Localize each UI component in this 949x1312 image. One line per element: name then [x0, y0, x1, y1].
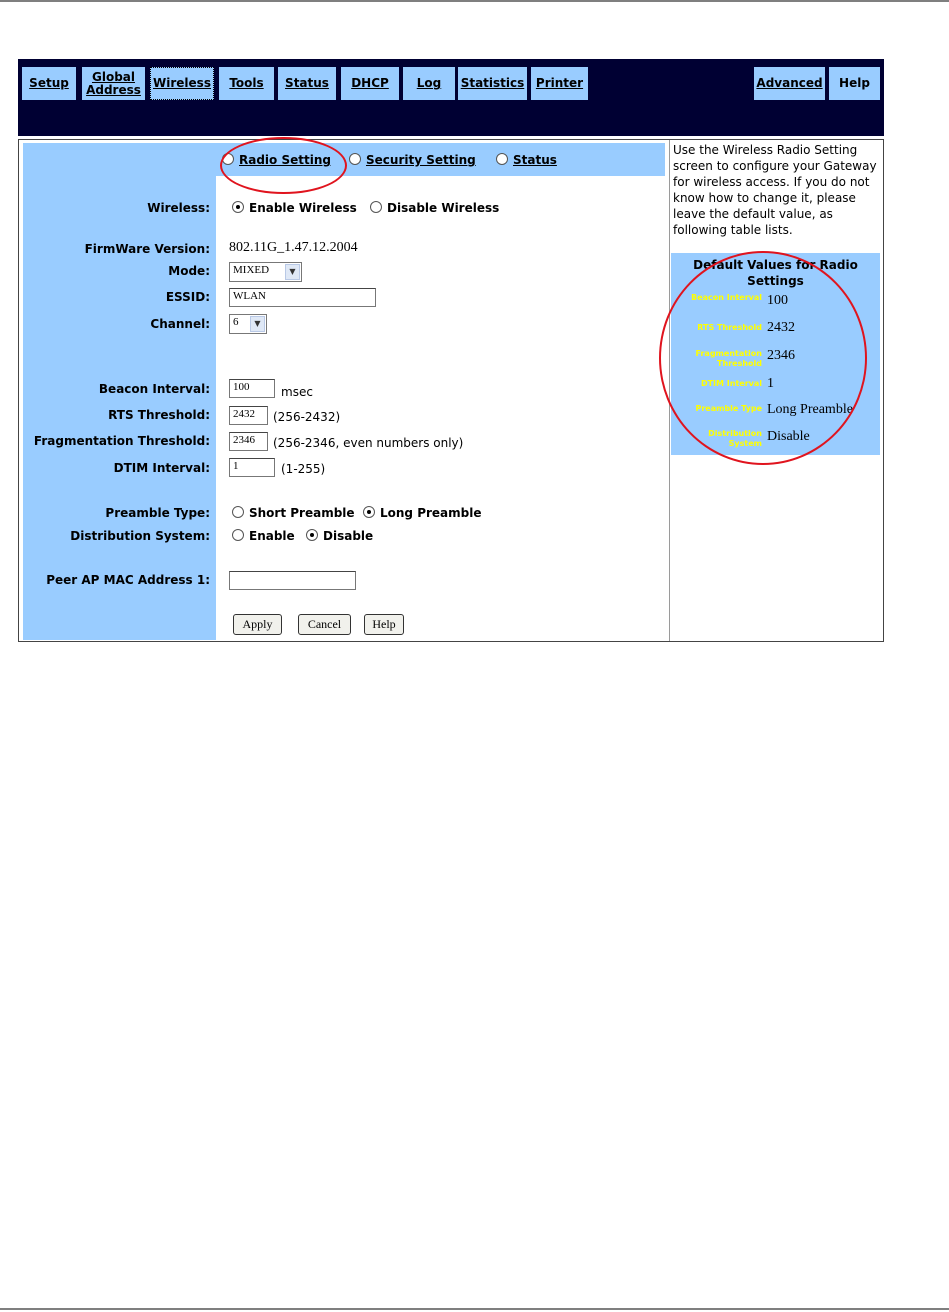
rts-threshold-input[interactable]: 2432	[229, 406, 268, 425]
chevron-down-icon[interactable]: ▼	[285, 264, 300, 280]
fragmentation-threshold-label: Fragmentation Threshold:	[33, 434, 210, 448]
firmware-version-value: 802.11G_1.47.12.2004	[229, 240, 358, 255]
rts-threshold-label: RTS Threshold:	[108, 408, 210, 422]
default-label-fragmentation: Fragmentation Threshold	[695, 349, 762, 368]
beacon-unit: msec	[281, 385, 313, 399]
distribution-disable-radio-icon[interactable]	[306, 529, 318, 541]
disable-wireless-radio-icon[interactable]	[370, 201, 382, 213]
fragmentation-threshold-input[interactable]: 2346	[229, 432, 268, 451]
peer-ap-mac-input[interactable]	[229, 571, 356, 590]
tab-setup[interactable]: Setup	[22, 67, 76, 100]
short-preamble-option[interactable]: Short Preamble	[232, 506, 355, 520]
short-preamble-radio-icon[interactable]	[232, 506, 244, 518]
status-radio-icon[interactable]	[496, 153, 508, 165]
apply-button[interactable]: Apply	[233, 614, 282, 635]
subtab-status[interactable]: Status	[496, 153, 557, 167]
beacon-interval-input[interactable]: 100	[229, 379, 275, 398]
enable-wireless-option[interactable]: Enable Wireless	[232, 201, 357, 215]
preamble-type-label: Preamble Type:	[105, 506, 210, 520]
help-button[interactable]: Help	[364, 614, 404, 635]
highlight-circle-radio-setting	[220, 137, 347, 194]
subtab-security-setting[interactable]: Security Setting	[349, 153, 476, 167]
essid-input[interactable]: WLAN	[229, 288, 376, 307]
default-label-dtim: DTIM Interval	[700, 379, 762, 388]
default-label-rts: RTS Threshold	[697, 323, 762, 332]
mode-select[interactable]: MIXED ▼	[229, 262, 302, 282]
distribution-disable-option[interactable]: Disable	[306, 529, 373, 543]
tab-wireless[interactable]: Wireless	[150, 67, 214, 100]
default-values-title: Default Values for Radio Settings	[693, 258, 858, 288]
beacon-interval-label: Beacon Interval:	[98, 382, 210, 396]
default-value-beacon: 100	[767, 293, 788, 308]
tab-status[interactable]: Status	[278, 67, 336, 100]
enable-wireless-radio-icon[interactable]	[232, 201, 244, 213]
default-value-dtim: 1	[767, 376, 774, 391]
default-value-rts: 2432	[767, 320, 795, 335]
bottom-rule	[0, 1308, 949, 1310]
default-label-beacon: Beacon Interval	[691, 293, 762, 302]
help-description: Use the Wireless Radio Setting screen to configure your Gateway for wireless access. If you do not know how to change it, please leave the default value, as following table lists.	[673, 143, 877, 237]
highlight-circle-defaults	[659, 251, 867, 465]
distribution-enable-option[interactable]: Enable	[232, 529, 295, 543]
long-preamble-radio-icon[interactable]	[363, 506, 375, 518]
tab-statistics[interactable]: Statistics	[458, 67, 527, 100]
tab-help[interactable]: Help	[829, 67, 880, 100]
tab-global-address[interactable]: Global Address	[82, 67, 145, 100]
dtim-hint: (1-255)	[281, 462, 326, 476]
wireless-label: Wireless:	[147, 201, 210, 215]
mode-label: Mode:	[168, 264, 210, 278]
distribution-enable-radio-icon[interactable]	[232, 529, 244, 541]
default-label-preamble: Preamble Type	[695, 404, 762, 413]
distribution-system-label: Distribution System:	[70, 529, 210, 543]
subtab-radio-setting[interactable]: Radio Setting	[222, 153, 331, 167]
top-nav-bar	[18, 59, 884, 136]
channel-label: Channel:	[150, 317, 210, 331]
tab-advanced[interactable]: Advanced	[754, 67, 825, 100]
security-setting-radio-icon[interactable]	[349, 153, 361, 165]
dtim-interval-label: DTIM Interval:	[113, 461, 210, 475]
chevron-down-icon[interactable]: ▼	[250, 316, 265, 332]
fragmentation-hint: (256-2346, even numbers only)	[273, 436, 464, 450]
default-value-preamble: Long Preamble	[767, 402, 853, 417]
tab-dhcp[interactable]: DHCP	[341, 67, 399, 100]
dtim-interval-input[interactable]: 1	[229, 458, 275, 477]
channel-select[interactable]: 6 ▼	[229, 314, 267, 334]
long-preamble-option[interactable]: Long Preamble	[363, 506, 482, 520]
top-rule	[0, 0, 949, 2]
default-value-fragmentation: 2346	[767, 348, 795, 363]
tab-printer[interactable]: Printer	[531, 67, 588, 100]
peer-ap-mac-label: Peer AP MAC Address 1:	[46, 573, 210, 587]
rts-hint: (256-2432)	[273, 410, 341, 424]
cancel-button[interactable]: Cancel	[298, 614, 351, 635]
default-label-distribution: Distribution System	[708, 429, 762, 448]
essid-label: ESSID:	[165, 290, 210, 304]
tab-tools[interactable]: Tools	[219, 67, 274, 100]
disable-wireless-option[interactable]: Disable Wireless	[370, 201, 499, 215]
firmware-label: FirmWare Version:	[84, 242, 210, 256]
tab-log[interactable]: Log	[403, 67, 455, 100]
default-value-distribution: Disable	[767, 429, 810, 444]
